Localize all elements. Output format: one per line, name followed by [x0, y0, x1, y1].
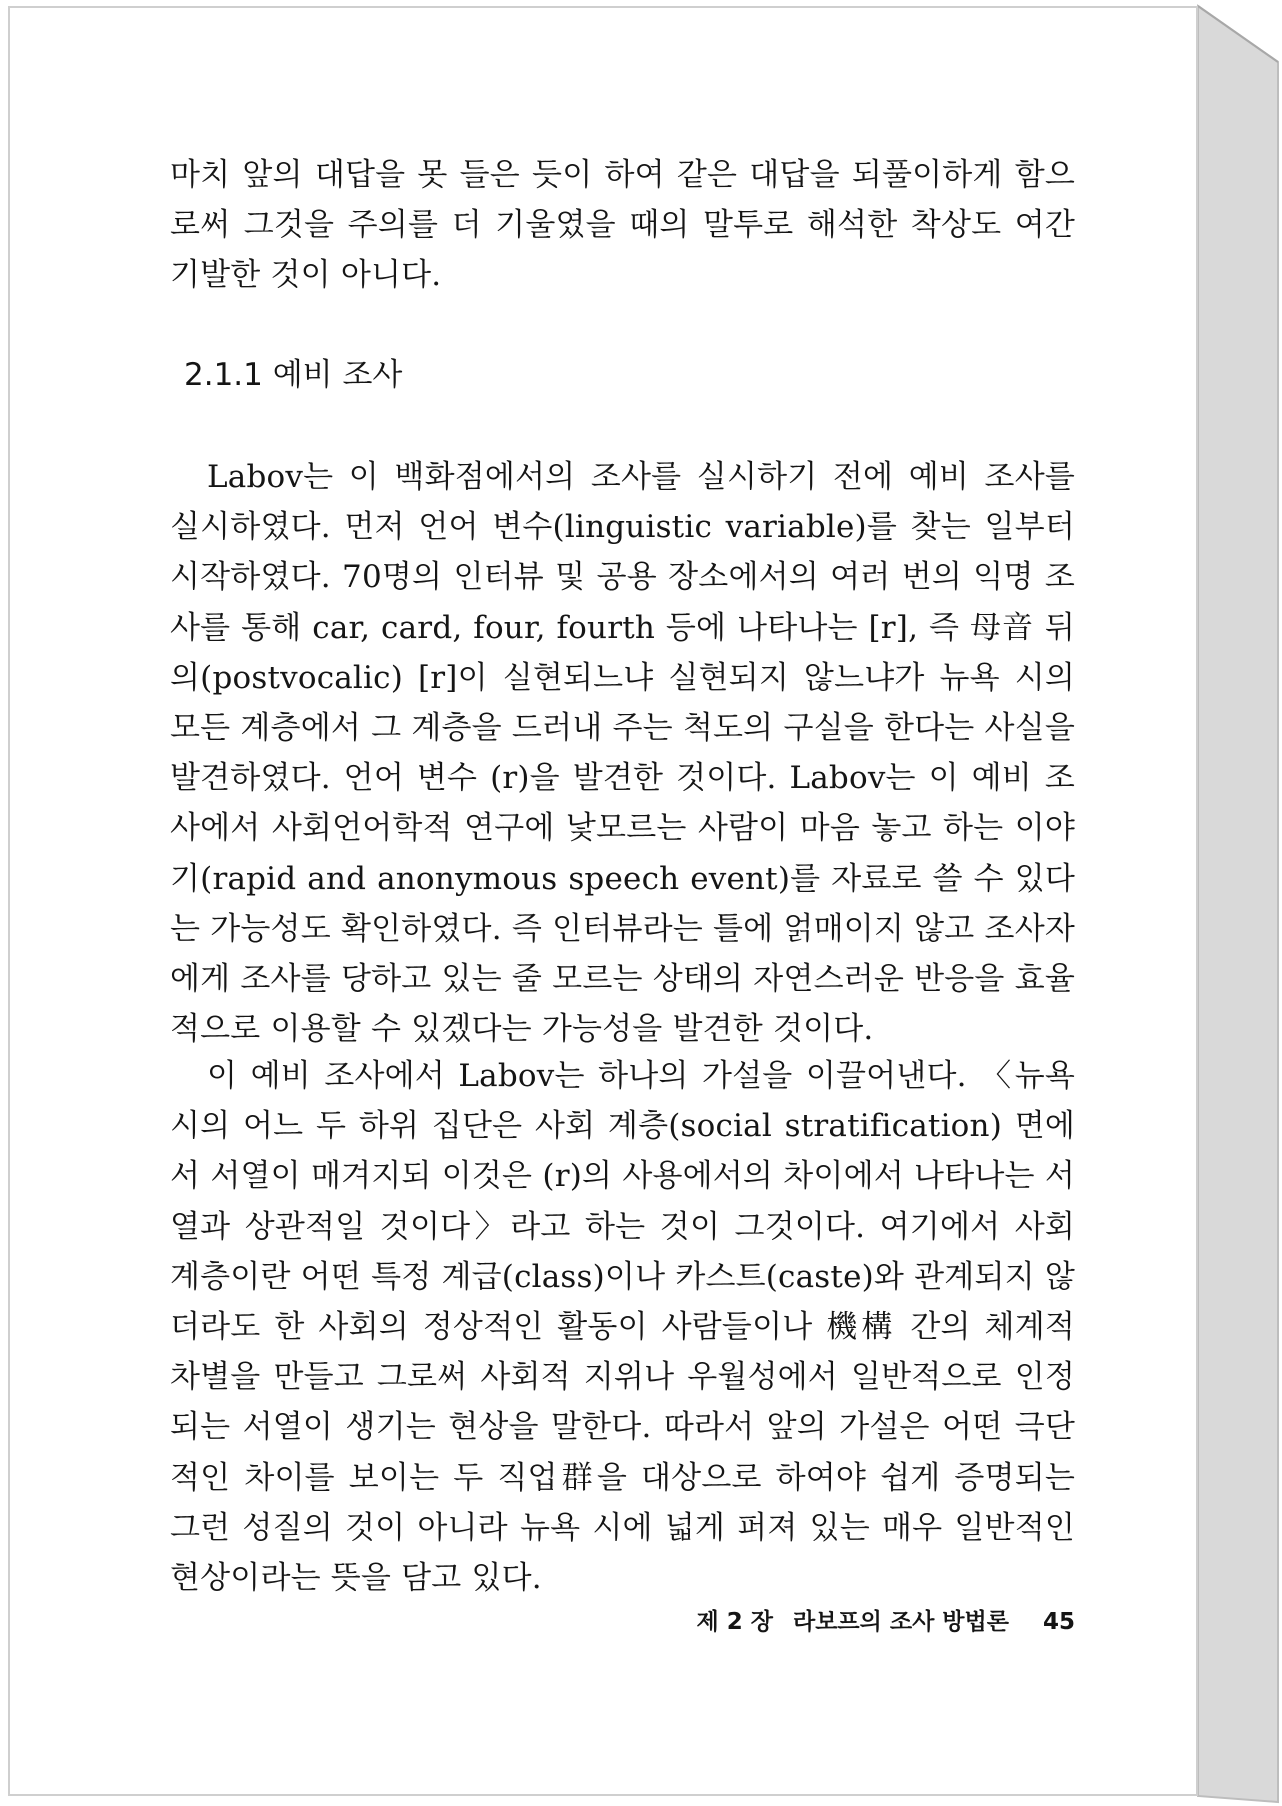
section-heading: 2.1.1 예비 조사 [184, 357, 403, 393]
page-number: 45 [1042, 1609, 1075, 1635]
page-footer [697, 1603, 1076, 1636]
book-page [8, 6, 1198, 1796]
chapter-label: 제 2 장 [696, 1609, 773, 1635]
intro-paragraph: 마치 앞의 대답을 못 들은 듯이 하여 같은 대답을 되풀이하게 함으로써 그것을 주의를 더 기울였을 때의 말투로 해석한 착상도 여간 기발한 것이 아니다. [170, 157, 1075, 294]
chapter-title: 라보프의 조사 방법론 [792, 1609, 1009, 1635]
body-paragraph-2: 이 예비 조사에서 Labov는 하나의 가설을 이끌어낸다. 〈뉴욕 시의 어느 두 하위 집단은 사회 계층(social stratification) 면에서 서열이 매겨지되 이것은 (r)의 사용에서의 차이에서 나타나는 서열과 상관적일 것이다〉라고 하는 것이 그것이다. 여기에서 사회 계층이란 어떤 특정 계급(class)이나 카스트(caste)와 관계되지 않더라도 한 사회의 정상적인 활동이 사람들이나 機構 간의 체계적 차별을 만들고 그로써 사회적 지위나 우월성에서 일반적으로 인정되는 서열이 생기는 현상을 말한다. 따라서 앞의 가설은 어떤 극단적인 차이를 보이는 두 직업群을 대상으로 하여야 쉽게 증명되는 그런 성질의 것이 아니라 뉴욕 시에 넓게 퍼져 있는 매우 일반적인 현상이라는 뜻을 담고 있다. [170, 1058, 1075, 1597]
body-paragraph-1: Labov는 이 백화점에서의 조사를 실시하기 전에 예비 조사를 실시하였다. 먼저 언어 변수(linguistic variable)를 찾는 일부터 시작하였다. 70명의 인터뷰 및 공용 장소에서의 여러 번의 익명 조사를 통해 car, card, four, fourth 등에 나타나는 [r], 즉 母音 뒤의(postvocalic) [r]이 실현되느냐 실현되지 않느냐가 뉴욕 시의 모든 계층에서 그 계층을 드러내 주는 척도의 구실을 한다는 사실을 발견하였다. 언어 변수 (r)을 발견한 것이다. Labov는 이 예비 조사에서 사회언어학적 연구에 낯모르는 사람이 마음 놓고 하는 이야기(rapid and anonymous speech event)를 자료로 쓸 수 있다는 가능성도 확인하였다. 즉 인터뷰라는 틀에 얽매이지 않고 조사자에게 조사를 당하고 있는 줄 모르는 상태의 자연스러운 반응을 효율적으로 이용할 수 있겠다는 가능성을 발견한 것이다. [170, 459, 1075, 1048]
